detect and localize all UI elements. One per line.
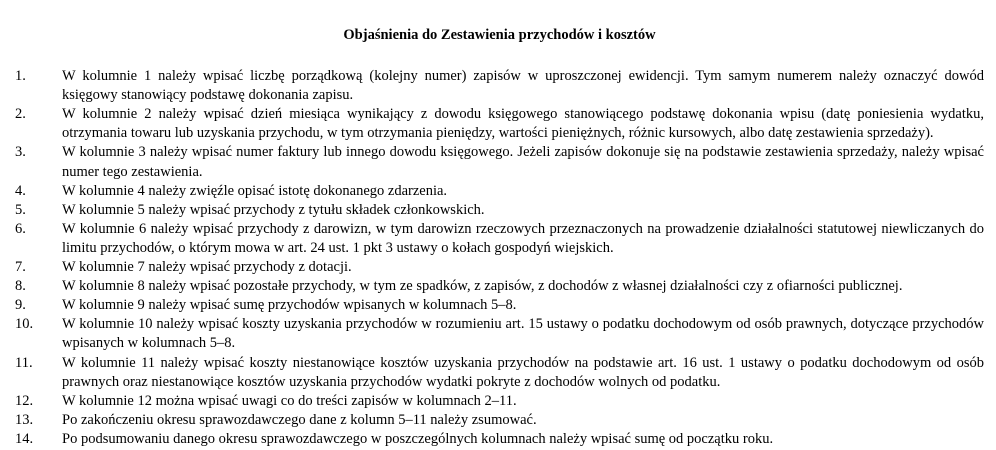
- item-text: Po zakończeniu okresu sprawozdawczego dane z kolumn 5–11 należy zsumować.: [62, 411, 537, 428]
- item-number: 5.: [15, 201, 26, 218]
- list-item: [15, 392, 984, 411]
- item-text: W kolumnie 4 należy zwięźle opisać istotę dokonanego zdarzenia.: [62, 182, 448, 199]
- item-text: W kolumnie 10 należy wpisać koszty uzyskania przychodów w rozumieniu art. 15 ustawy o podatku dochodowym od osób prawnych, dotyczące przychodów wpisanych w kolumnach 5–8.: [62, 316, 984, 352]
- item-number: 7.: [15, 259, 26, 276]
- item-text: Po podsumowaniu danego okresu sprawozdawczego w poszczególnych kolumnach należy wpisać sumę od początku roku.: [62, 430, 774, 447]
- item-number: 8.: [15, 278, 26, 295]
- item-text: W kolumnie 3 należy wpisać numer faktury lub innego dowodu księgowego. Jeżeli zapisów dokonuje się na podstawie zestawienia sprzedaży, należy wpisać numer tego zestawienia.: [62, 144, 984, 180]
- item-number: 1.: [15, 68, 26, 85]
- list-item: [15, 354, 984, 392]
- list-item: [15, 67, 984, 105]
- item-number: 2.: [15, 106, 26, 123]
- list-item: [15, 258, 984, 277]
- list-item: [15, 105, 984, 143]
- item-number: 6.: [15, 220, 26, 237]
- list-item: [15, 220, 984, 258]
- list-item: [15, 201, 984, 220]
- item-text: W kolumnie 9 należy wpisać sumę przychodów wpisanych w kolumnach 5–8.: [62, 297, 517, 314]
- item-number: 4.: [15, 182, 26, 199]
- list-item: [15, 277, 984, 296]
- list-item: [15, 143, 984, 181]
- explanations-list: [15, 67, 984, 449]
- item-number: 10.: [15, 316, 34, 333]
- item-text: W kolumnie 6 należy wpisać przychody z darowizn, w tym darowizn rzeczowych przeznaczonych na prowadzenie działalności statutowej niewliczanych do limitu przychodów, o którym mowa w art. 24 ust. 1 pkt 3 ustawy o kołach gospodyń wiejskich.: [62, 220, 984, 256]
- item-number: 13.: [15, 411, 34, 428]
- item-number: 3.: [15, 144, 26, 161]
- list-item: [15, 182, 984, 201]
- item-text: W kolumnie 11 należy wpisać koszty niestanowiące kosztów uzyskania przychodów na podstawie art. 16 ust. 1 ustawy o podatku dochodowym od osób prawnych oraz niestanowiące kosztów uzyskania przychodów wydatki pokryte z dochodów wolnych od podatku.: [62, 354, 984, 390]
- list-item: [15, 411, 984, 430]
- list-item: [15, 430, 984, 449]
- item-text: W kolumnie 1 należy wpisać liczbę porządkową (kolejny numer) zapisów w uproszczonej ewidencji. Tym samym numerem należy oznaczyć dowód księgowy stanowiący podstawę dokonania zapisu.: [62, 68, 984, 104]
- list-item: [15, 315, 984, 353]
- item-number: 12.: [15, 392, 34, 409]
- list-item: [15, 296, 984, 315]
- page-title: Objaśnienia do Zestawienia przychodów i kosztów: [343, 27, 656, 43]
- item-text: W kolumnie 5 należy wpisać przychody z tytułu składek członkowskich.: [62, 201, 485, 218]
- item-text: W kolumnie 8 należy wpisać pozostałe przychody, w tym ze spadków, z zapisów, z dochodów z własnej działalności czy z ofiarności publicznej.: [62, 278, 903, 295]
- item-text: W kolumnie 12 można wpisać uwagi co do treści zapisów w kolumnach 2–11.: [62, 392, 517, 409]
- item-text: W kolumnie 7 należy wpisać przychody z dotacji.: [62, 259, 352, 276]
- item-number: 14.: [15, 430, 34, 447]
- item-number: 9.: [15, 297, 26, 314]
- item-text: W kolumnie 2 należy wpisać dzień miesiąca wynikający z dowodu księgowego stanowiącego podstawę dokonania wpisu (datę poniesienia wydatku, otrzymania towaru lub uzyskania przychodu, w tym otrzymania pieniędzy, wartości pieniężnych, różnic kursowych, albo datę zestawienia sprzedaży).: [62, 106, 984, 142]
- item-number: 11.: [15, 354, 33, 371]
